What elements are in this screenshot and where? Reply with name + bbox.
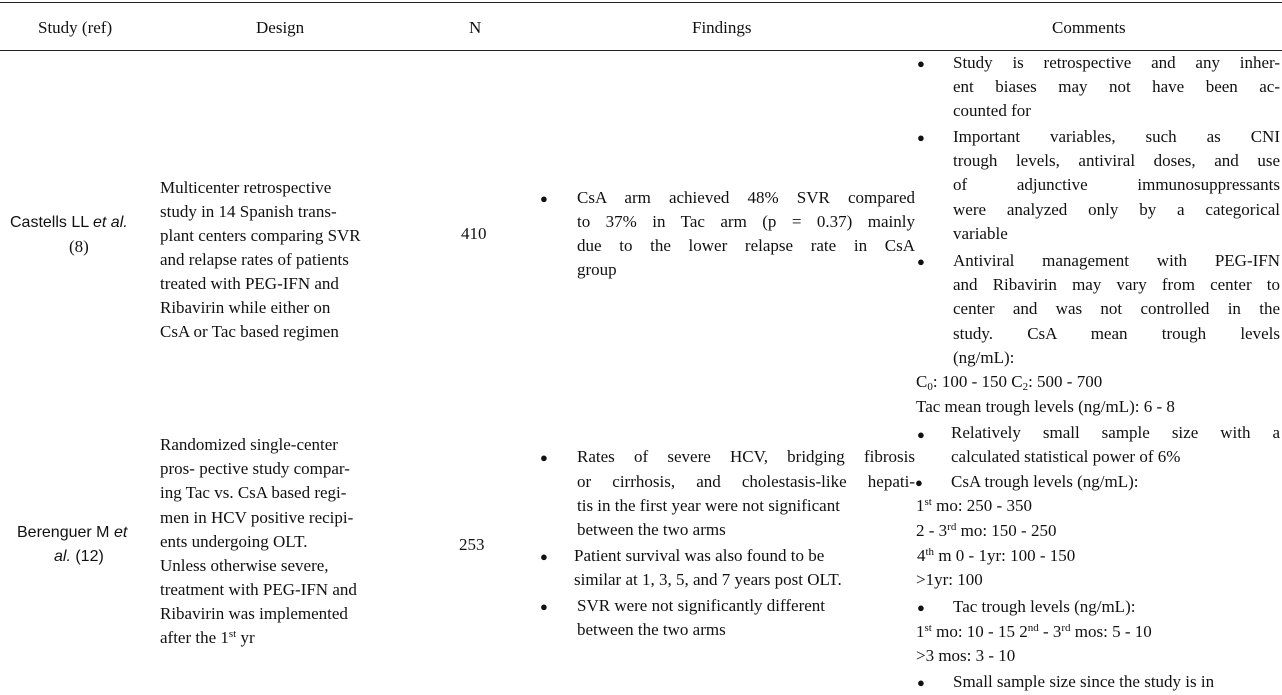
comment-line: of adjunctive immunosuppressants [953, 175, 1280, 194]
design-line: treated with PEG-IFN and [160, 274, 339, 293]
comment-line: Study is retrospective and any inher- [953, 53, 1280, 72]
findings-line: Rates of severe HCV, bridging fibrosis [577, 447, 915, 466]
header-n: N [469, 18, 482, 37]
bullet-icon: ● [540, 191, 548, 206]
comment-line: Tac trough levels (ng/mL): [953, 597, 1136, 616]
comment-line: CsA trough levels (ng/mL): [951, 472, 1139, 491]
design-line: pros- pective study compar- [160, 459, 350, 478]
findings-line: between the two arms [577, 520, 726, 539]
findings-line: Patient survival was also found to be [574, 546, 825, 565]
comment-line: $C_0$: 100 - 150 $C_2$: 500 - 700 [916, 372, 1103, 393]
header-study: Study (ref) [38, 18, 113, 37]
comment-line: 1st mo: 10 - 15 2nd - 3rd mos: 5 - 10 [916, 622, 1152, 641]
comment-line: Antiviral management with PEG-IFN [953, 251, 1280, 270]
study-cell: Castells LL et al. [10, 214, 128, 231]
comment-line: Important variables, such as CNI [953, 127, 1280, 146]
comment-line: variable [953, 224, 1008, 243]
design-line: and relapse rates of patients [160, 250, 349, 269]
header-findings: Findings [692, 18, 752, 37]
design-line: CsA or Tac based regimen [160, 322, 339, 341]
design-line: Ribavirin was implemented [160, 604, 348, 623]
comment-line: Relatively small sample size with a [951, 423, 1280, 442]
bullet-icon: ● [540, 549, 548, 564]
design-line: Ribavirin while either on [160, 298, 331, 317]
study-cell: Berenguer M et [17, 524, 128, 541]
comment-line: calculated statistical power of 6% [951, 447, 1181, 466]
design-line: after the 1st yr [160, 628, 255, 647]
comment-line: ent biases may not have been ac- [953, 77, 1280, 96]
comment-line: and Ribavirin may vary from center to [953, 275, 1280, 294]
bullet-icon: ● [917, 675, 925, 690]
design-line: men in HCV positive recipi- [160, 508, 354, 527]
n-cell: 410 [461, 224, 487, 243]
design-line: plant centers comparing SVR [160, 226, 361, 245]
bullet-icon: ● [540, 599, 548, 614]
comment-line: >3 mos: 3 - 10 [916, 646, 1016, 665]
design-line: study in 14 Spanish trans- [160, 202, 337, 221]
comment-line: study. CsA mean trough levels [953, 324, 1280, 343]
design-line: Multicenter retrospective [160, 178, 332, 197]
findings-line: CsA arm achieved 48% SVR compared [577, 188, 915, 207]
design-line: Randomized single-center [160, 435, 338, 454]
comment-line: 1st mo: 250 - 350 [916, 496, 1032, 515]
n-cell: 253 [459, 535, 485, 554]
comment-line: >1yr: 100 [916, 570, 983, 589]
findings-line: group [577, 260, 617, 279]
comment-line: counted for [953, 101, 1031, 120]
findings-line: similar at 1, 3, 5, and 7 years post OLT. [574, 570, 842, 589]
comment-line: Tac mean trough levels (ng/mL): 6 - 8 [916, 397, 1175, 416]
findings-line: to 37% in Tac arm (p = 0.37) mainly [577, 212, 915, 231]
comment-line: 2 - 3rd mo: 150 - 250 [916, 521, 1057, 540]
bullet-icon: ● [917, 56, 925, 71]
bullet-icon: ● [917, 254, 925, 269]
top-rule [0, 2, 1282, 3]
header-comments: Comments [1052, 18, 1126, 37]
study-ref: (8) [69, 237, 89, 256]
bullet-icon: ● [915, 475, 923, 490]
findings-line: between the two arms [577, 620, 726, 639]
bullet-icon: ● [540, 450, 548, 465]
header-design: Design [256, 18, 305, 37]
design-line: ing Tac vs. CsA based regi- [160, 483, 347, 502]
bullet-icon: ● [917, 427, 925, 442]
design-line: ents undergoing OLT. [160, 532, 308, 551]
comment-line: center and was not controlled in the [953, 299, 1280, 318]
design-line: treatment with PEG-IFN and [160, 580, 357, 599]
findings-line: tis in the first year were not significant [577, 496, 840, 515]
comment-line: trough levels, antiviral doses, and use [953, 151, 1280, 170]
bullet-icon: ● [917, 600, 925, 615]
study-ref: al. (12) [54, 548, 104, 565]
design-line: Unless otherwise severe, [160, 556, 329, 575]
comment-line: were analyzed only by a categorical [953, 200, 1280, 219]
bullet-icon: ● [917, 130, 925, 145]
comment-line: 4th m 0 - 1yr: 100 - 150 [917, 546, 1076, 565]
findings-line: SVR were not significantly different [577, 596, 826, 615]
comment-line: (ng/mL): [953, 348, 1015, 367]
findings-line: or cirrhosis, and cholestasis-like hepati- [577, 472, 915, 491]
comment-line: Small sample size since the study is in [953, 672, 1215, 691]
findings-line: due to the lower relapse rate in CsA [577, 236, 915, 255]
